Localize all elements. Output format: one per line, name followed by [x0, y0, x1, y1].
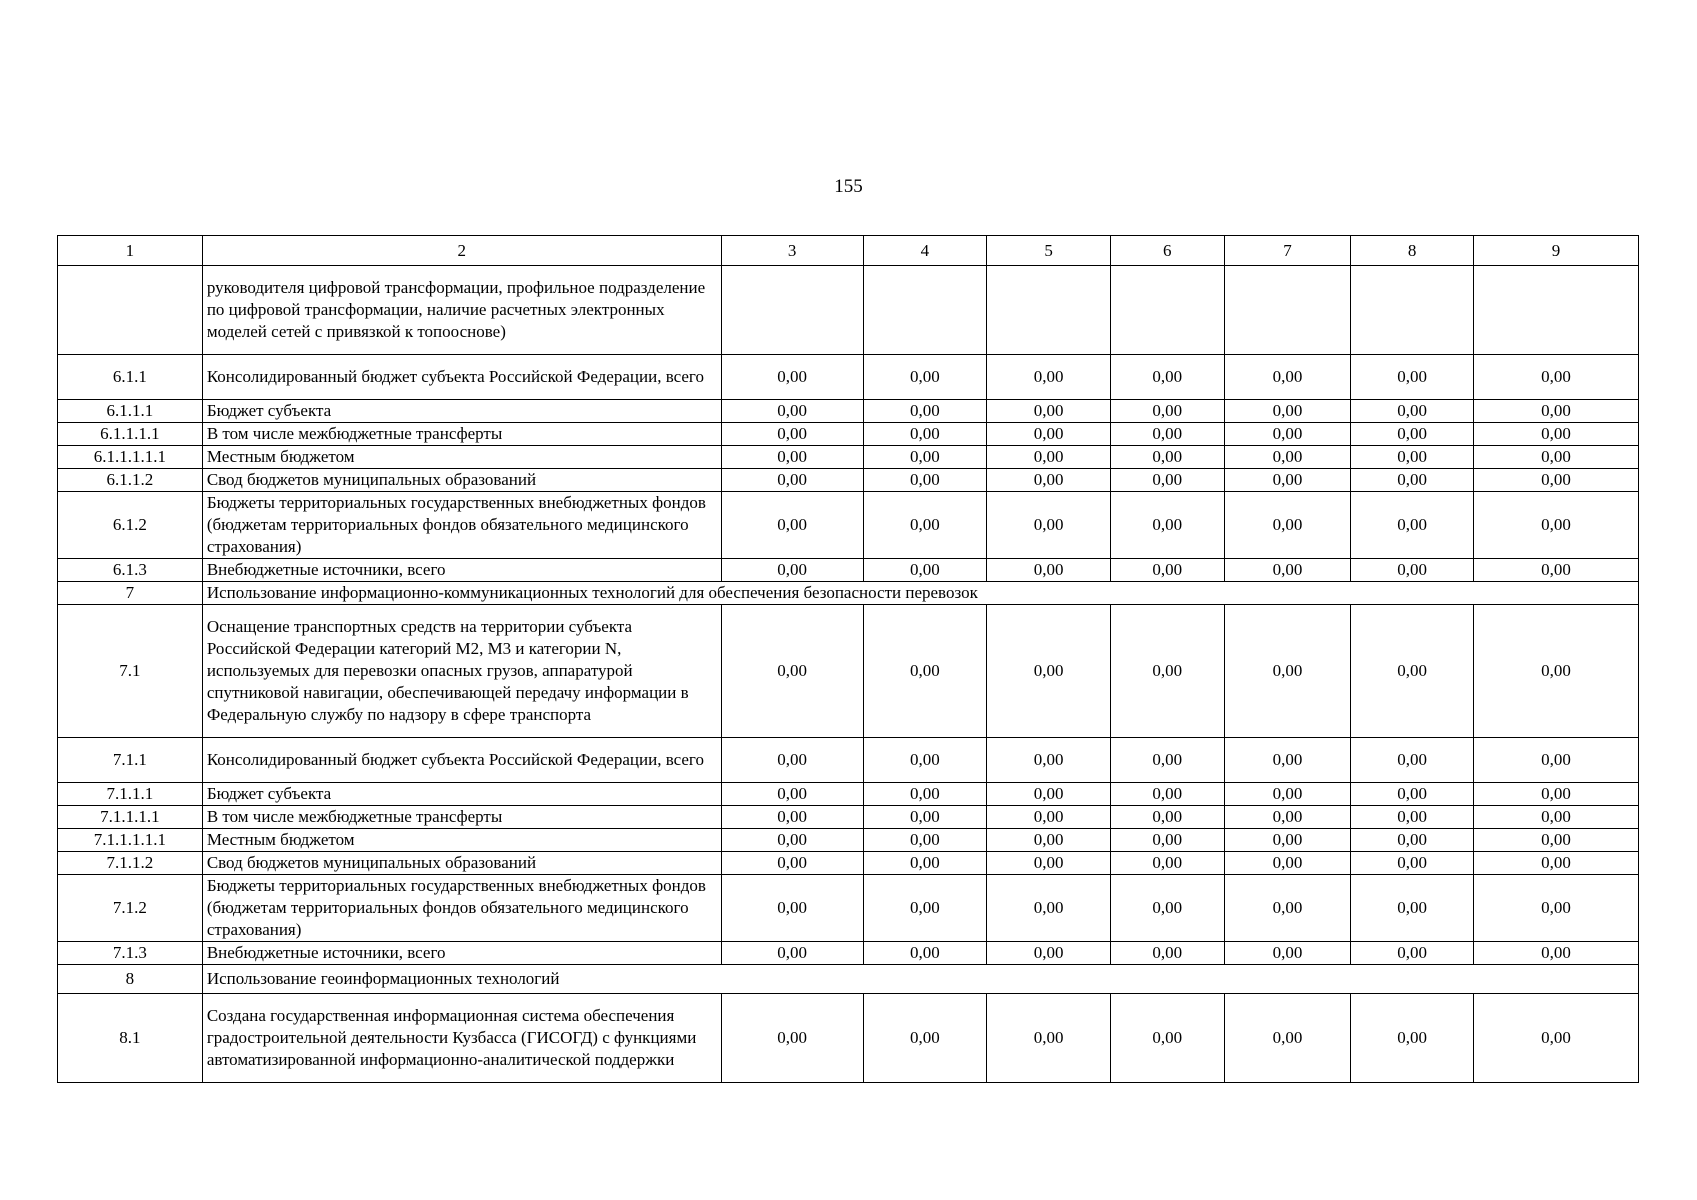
- value-cell: 0,00: [987, 783, 1111, 806]
- value-cell: 0,00: [987, 400, 1111, 423]
- row-description: Консолидированный бюджет субъекта Российской Федерации, всего: [202, 738, 721, 783]
- header-cell: 9: [1474, 236, 1639, 266]
- row-description: Бюджет субъекта: [202, 400, 721, 423]
- header-cell: 7: [1224, 236, 1351, 266]
- value-cell: [1110, 266, 1224, 355]
- row-number: 6.1.1.1.1.1: [58, 446, 203, 469]
- value-cell: 0,00: [721, 469, 863, 492]
- header-cell: 8: [1351, 236, 1474, 266]
- value-cell: 0,00: [1224, 492, 1351, 559]
- row-number: 8: [58, 965, 203, 994]
- value-cell: 0,00: [1110, 605, 1224, 738]
- row-description: Местным бюджетом: [202, 829, 721, 852]
- value-cell: 0,00: [721, 806, 863, 829]
- value-cell: 0,00: [1224, 829, 1351, 852]
- value-cell: 0,00: [721, 355, 863, 400]
- value-cell: 0,00: [721, 559, 863, 582]
- value-cell: 0,00: [863, 423, 987, 446]
- row-description: Местным бюджетом: [202, 446, 721, 469]
- value-cell: 0,00: [863, 994, 987, 1083]
- table-row: [58, 994, 1639, 1083]
- row-number: 7.1.1.1.1: [58, 806, 203, 829]
- value-cell: 0,00: [1110, 559, 1224, 582]
- value-cell: 0,00: [1351, 994, 1474, 1083]
- value-cell: 0,00: [1224, 875, 1351, 942]
- value-cell: 0,00: [1224, 446, 1351, 469]
- value-cell: 0,00: [863, 446, 987, 469]
- value-cell: 0,00: [1474, 492, 1639, 559]
- value-cell: 0,00: [863, 469, 987, 492]
- value-cell: 0,00: [721, 400, 863, 423]
- value-cell: 0,00: [1351, 829, 1474, 852]
- value-cell: 0,00: [863, 738, 987, 783]
- value-cell: 0,00: [1351, 806, 1474, 829]
- value-cell: 0,00: [1351, 852, 1474, 875]
- value-cell: 0,00: [987, 806, 1111, 829]
- value-cell: 0,00: [863, 355, 987, 400]
- value-cell: 0,00: [1224, 738, 1351, 783]
- row-description: Создана государственная информационная система обеспечения градостроительной деятельности Кузбасса (ГИСОГД) с функциями автоматизированной информационно-аналитической поддержки: [202, 994, 721, 1083]
- value-cell: 0,00: [1110, 829, 1224, 852]
- header-cell: 3: [721, 236, 863, 266]
- header-cell: 6: [1110, 236, 1224, 266]
- row-description: Бюджеты территориальных государственных внебюджетных фондов (бюджетам территориальных фондов обязательного медицинского страхования): [202, 875, 721, 942]
- header-cell: 1: [58, 236, 203, 266]
- row-number: 6.1.2: [58, 492, 203, 559]
- value-cell: 0,00: [1474, 994, 1639, 1083]
- table-row: [58, 469, 1639, 492]
- table-row: [58, 605, 1639, 738]
- row-description: Бюджеты территориальных государственных внебюджетных фондов (бюджетам территориальных фондов обязательного медицинского страхования): [202, 492, 721, 559]
- table-row: [58, 559, 1639, 582]
- value-cell: [1474, 266, 1639, 355]
- value-cell: 0,00: [987, 355, 1111, 400]
- section-row: [58, 582, 1639, 605]
- row-number: 7: [58, 582, 203, 605]
- value-cell: 0,00: [1474, 400, 1639, 423]
- value-cell: 0,00: [1474, 783, 1639, 806]
- value-cell: 0,00: [1351, 605, 1474, 738]
- row-number: 6.1.1: [58, 355, 203, 400]
- table-row: [58, 875, 1639, 942]
- value-cell: 0,00: [987, 469, 1111, 492]
- budget-table: [57, 235, 1639, 1083]
- row-number: 7.1.2: [58, 875, 203, 942]
- row-description: Свод бюджетов муниципальных образований: [202, 469, 721, 492]
- value-cell: 0,00: [1351, 469, 1474, 492]
- value-cell: 0,00: [1224, 994, 1351, 1083]
- value-cell: 0,00: [1474, 423, 1639, 446]
- value-cell: 0,00: [1474, 852, 1639, 875]
- value-cell: 0,00: [1224, 423, 1351, 446]
- value-cell: 0,00: [863, 400, 987, 423]
- value-cell: [863, 266, 987, 355]
- value-cell: 0,00: [1110, 355, 1224, 400]
- value-cell: 0,00: [1224, 852, 1351, 875]
- value-cell: 0,00: [987, 423, 1111, 446]
- value-cell: 0,00: [987, 994, 1111, 1083]
- value-cell: 0,00: [1224, 355, 1351, 400]
- row-description: Свод бюджетов муниципальных образований: [202, 852, 721, 875]
- value-cell: 0,00: [987, 605, 1111, 738]
- value-cell: [987, 266, 1111, 355]
- table-row: [58, 266, 1639, 355]
- row-number: 6.1.3: [58, 559, 203, 582]
- value-cell: 0,00: [1474, 559, 1639, 582]
- table-row: [58, 492, 1639, 559]
- table-row: [58, 806, 1639, 829]
- value-cell: [721, 266, 863, 355]
- table-body: [58, 236, 1639, 1083]
- row-number: 7.1.3: [58, 942, 203, 965]
- value-cell: 0,00: [1351, 942, 1474, 965]
- value-cell: 0,00: [987, 446, 1111, 469]
- value-cell: 0,00: [1110, 942, 1224, 965]
- table-row: [58, 423, 1639, 446]
- value-cell: 0,00: [1224, 783, 1351, 806]
- value-cell: 0,00: [1474, 942, 1639, 965]
- value-cell: 0,00: [1110, 994, 1224, 1083]
- table-row: [58, 783, 1639, 806]
- value-cell: 0,00: [1110, 783, 1224, 806]
- value-cell: 0,00: [987, 829, 1111, 852]
- table-row: [58, 738, 1639, 783]
- value-cell: 0,00: [1474, 829, 1639, 852]
- row-description: Использование геоинформационных технологий: [202, 965, 1638, 994]
- value-cell: 0,00: [1351, 875, 1474, 942]
- value-cell: 0,00: [1474, 875, 1639, 942]
- value-cell: 0,00: [721, 852, 863, 875]
- value-cell: 0,00: [1110, 806, 1224, 829]
- value-cell: 0,00: [863, 875, 987, 942]
- header-cell: 2: [202, 236, 721, 266]
- row-description: Внебюджетные источники, всего: [202, 942, 721, 965]
- value-cell: 0,00: [721, 446, 863, 469]
- value-cell: 0,00: [987, 559, 1111, 582]
- table-row: [58, 400, 1639, 423]
- value-cell: 0,00: [987, 875, 1111, 942]
- value-cell: 0,00: [863, 559, 987, 582]
- value-cell: 0,00: [1351, 783, 1474, 806]
- row-number: 7.1.1: [58, 738, 203, 783]
- value-cell: 0,00: [721, 875, 863, 942]
- row-number: 6.1.1.2: [58, 469, 203, 492]
- table-row: [58, 446, 1639, 469]
- value-cell: 0,00: [1224, 469, 1351, 492]
- value-cell: 0,00: [1474, 806, 1639, 829]
- value-cell: 0,00: [863, 852, 987, 875]
- value-cell: 0,00: [1224, 806, 1351, 829]
- row-description: Бюджет субъекта: [202, 783, 721, 806]
- value-cell: 0,00: [863, 806, 987, 829]
- value-cell: 0,00: [863, 605, 987, 738]
- value-cell: 0,00: [1110, 469, 1224, 492]
- row-number: 7.1.1.1: [58, 783, 203, 806]
- row-description: Консолидированный бюджет субъекта Российской Федерации, всего: [202, 355, 721, 400]
- row-number: 7.1: [58, 605, 203, 738]
- page-number: 155: [834, 176, 863, 197]
- value-cell: 0,00: [1110, 852, 1224, 875]
- value-cell: 0,00: [1351, 355, 1474, 400]
- value-cell: 0,00: [721, 605, 863, 738]
- header-cell: 4: [863, 236, 987, 266]
- value-cell: 0,00: [721, 492, 863, 559]
- value-cell: 0,00: [1224, 942, 1351, 965]
- table-row: [58, 829, 1639, 852]
- header-cell: 5: [987, 236, 1111, 266]
- row-description: В том числе межбюджетные трансферты: [202, 806, 721, 829]
- row-description: Оснащение транспортных средств на территории субъекта Российской Федерации категорий M2, M3 и категории N, используемых для перевозки опасных грузов, аппаратурой спутниковой навигации, обеспечивающей передачу информации в Федеральную службу по надзору в сфере транспорта: [202, 605, 721, 738]
- value-cell: 0,00: [987, 852, 1111, 875]
- value-cell: 0,00: [1110, 738, 1224, 783]
- value-cell: 0,00: [721, 423, 863, 446]
- row-number: 6.1.1.1: [58, 400, 203, 423]
- section-row: [58, 965, 1639, 994]
- value-cell: 0,00: [721, 738, 863, 783]
- value-cell: 0,00: [1474, 605, 1639, 738]
- value-cell: 0,00: [721, 829, 863, 852]
- value-cell: 0,00: [1110, 446, 1224, 469]
- value-cell: 0,00: [1474, 355, 1639, 400]
- value-cell: 0,00: [863, 492, 987, 559]
- value-cell: 0,00: [863, 783, 987, 806]
- value-cell: 0,00: [987, 738, 1111, 783]
- value-cell: 0,00: [721, 942, 863, 965]
- row-description: Внебюджетные источники, всего: [202, 559, 721, 582]
- value-cell: 0,00: [1224, 400, 1351, 423]
- row-description: руководителя цифровой трансформации, профильное подразделение по цифровой трансформации, наличие расчетных электронных моделей сетей с привязкой к топооснове): [202, 266, 721, 355]
- value-cell: 0,00: [1474, 446, 1639, 469]
- value-cell: 0,00: [721, 783, 863, 806]
- value-cell: 0,00: [721, 994, 863, 1083]
- value-cell: 0,00: [1351, 492, 1474, 559]
- value-cell: 0,00: [1224, 605, 1351, 738]
- table-row: [58, 355, 1639, 400]
- value-cell: 0,00: [863, 942, 987, 965]
- table-row: [58, 852, 1639, 875]
- value-cell: [1224, 266, 1351, 355]
- value-cell: 0,00: [1351, 559, 1474, 582]
- value-cell: 0,00: [987, 492, 1111, 559]
- value-cell: 0,00: [1224, 559, 1351, 582]
- row-description: В том числе межбюджетные трансферты: [202, 423, 721, 446]
- row-number: 8.1: [58, 994, 203, 1083]
- value-cell: 0,00: [863, 829, 987, 852]
- value-cell: 0,00: [1110, 492, 1224, 559]
- value-cell: 0,00: [1474, 738, 1639, 783]
- value-cell: 0,00: [1351, 446, 1474, 469]
- value-cell: [1351, 266, 1474, 355]
- value-cell: 0,00: [987, 942, 1111, 965]
- value-cell: 0,00: [1474, 469, 1639, 492]
- table-header-row: [58, 236, 1639, 266]
- row-description: Использование информационно-коммуникационных технологий для обеспечения безопасности перевозок: [202, 582, 1638, 605]
- value-cell: 0,00: [1110, 875, 1224, 942]
- value-cell: 0,00: [1351, 423, 1474, 446]
- table-row: [58, 942, 1639, 965]
- row-number: 7.1.1.1.1.1: [58, 829, 203, 852]
- value-cell: 0,00: [1351, 738, 1474, 783]
- row-number: 6.1.1.1.1: [58, 423, 203, 446]
- value-cell: 0,00: [1110, 400, 1224, 423]
- value-cell: 0,00: [1351, 400, 1474, 423]
- row-number: 7.1.1.2: [58, 852, 203, 875]
- row-number: [58, 266, 203, 355]
- value-cell: 0,00: [1110, 423, 1224, 446]
